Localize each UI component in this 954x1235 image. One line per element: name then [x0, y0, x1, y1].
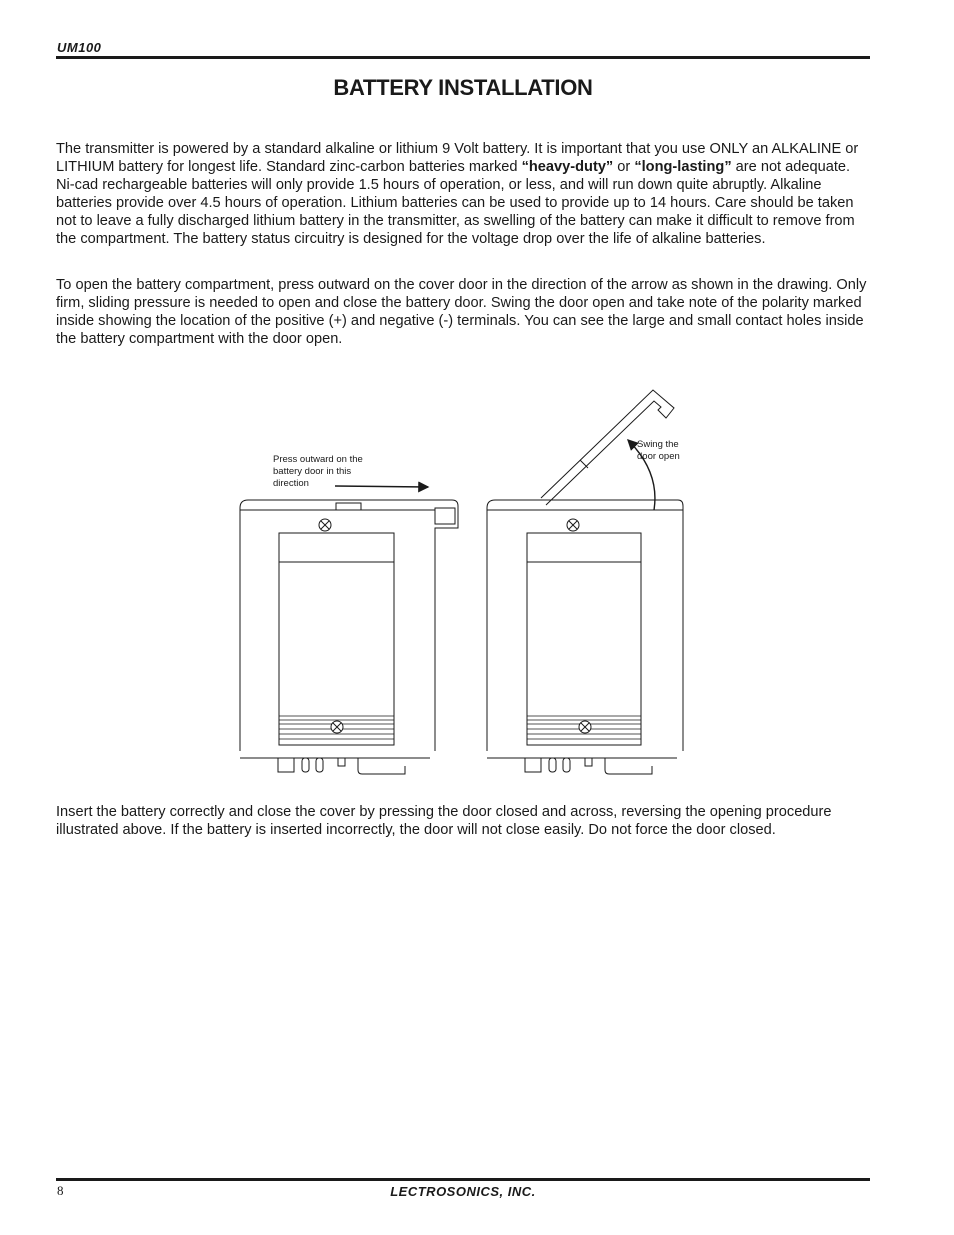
footer-company-name: LECTROSONICS, INC.: [390, 1184, 536, 1199]
page-title: BATTERY INSTALLATION: [333, 75, 593, 100]
paragraph-insert-battery: Insert the battery correctly and close the cover by pressing the door closed and across, reversing the opening procedure illustrated above. If the battery is inserted incorrectly, the door will not close easily. Do not force the door closed.: [56, 804, 832, 838]
transmitter-closed-door: [240, 500, 458, 774]
header-model-name: UM100: [57, 40, 102, 55]
label-swing-door: Swing the door open: [637, 439, 680, 462]
header-rule: [56, 56, 870, 59]
battery-door-drawing: [230, 380, 700, 780]
label-press-outward: Press outward on the battery door in this direction: [273, 454, 363, 489]
paragraph-battery-types: The transmitter is powered by a standard alkaline or lithium 9 Volt battery. It is important that you use ONLY an ALKALINE or LITHIUM battery for longest life. Standard zinc-carbon batteries marked “heavy-duty” or “long-lasting” are not adequate. Ni-cad rechargeable batteries will only provide 1.5 hours of operation, or less, and will run down quite abruptly. Alkaline batteries provide over 4.5 hours of operation. Lithium batteries can be used to provide up to 14 hours. Care should be taken not to leave a fully discharged lithium battery in the transmitter, as swelling of the battery can make it difficult to remove from the compartment. The battery status circuitry is designed for the voltage drop over the life of alkaline batteries.: [56, 141, 859, 247]
battery-door-figure: [230, 380, 700, 780]
page-number: 8: [57, 1183, 64, 1198]
paragraph-open-compartment: To open the battery compartment, press outward on the cover door in the direction of the arrow as shown in the drawing. Only firm, sliding pressure is needed to open and close the battery door. Swing the door open and take note of the polarity marked inside showing the location of the positive (+) and negative (-) terminals. You can see the large and small contact holes inside the battery compartment with the door open.: [56, 277, 867, 347]
footer-rule: [56, 1178, 870, 1181]
